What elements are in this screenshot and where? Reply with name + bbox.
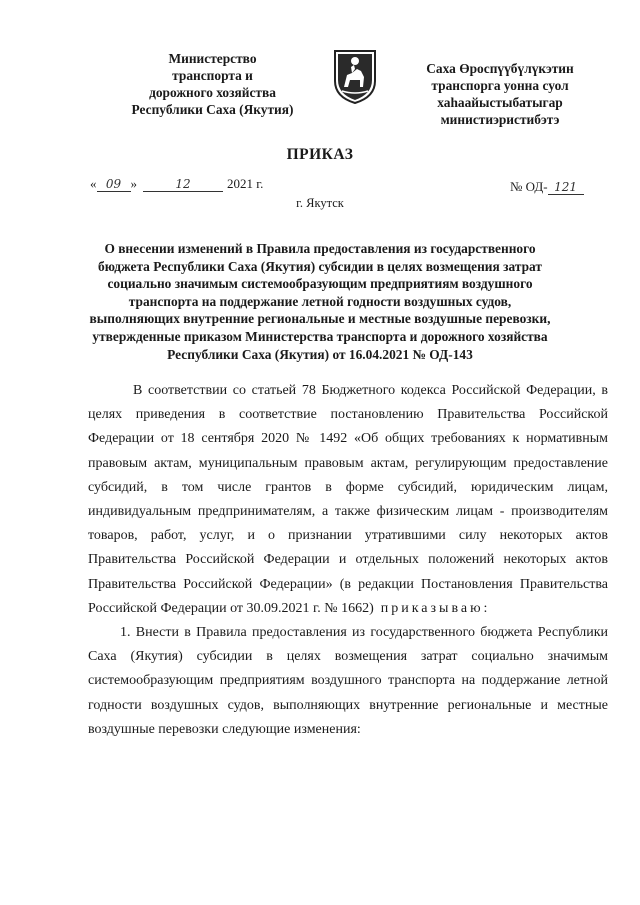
ministry-line: Республики Саха (Якутия): [131, 102, 294, 117]
body-paragraph: [88, 379, 608, 621]
date-year: 2021 г.: [227, 176, 264, 191]
order-date: [90, 176, 263, 192]
date-quote-open: «: [90, 176, 97, 191]
order-verb: приказываю:: [380, 600, 491, 616]
order-city: г. Якутск: [296, 196, 344, 210]
order-number: [510, 179, 584, 195]
ministry-name-russian: [100, 50, 325, 118]
document-body: [88, 379, 608, 742]
paragraph-text: В соответствии со статьей 78 Бюджетного кодекса Российской Федерации, в целях приведения в соответствие постановлению Правительства Российской Федерации от 18 сентября 2020 № 1492 «Об общих требованиях к нормативным правовым актам, муниципальным правовым актам, регулирующим предоставление субсидий, в том числе грантов в форме субсидий, юридическим лицам, индивидуальным предпринимателям, а также физическим лицам - производителям товаров, работ, услуг, и о признании утратившими силу некоторых актов Правительства Российской Федерации и отдельных положений некоторых актов Правительства Российской Федерации» (в редакции Постановления Правительства Российской Федерации от 30.09.2021 г. № 1662): [88, 383, 608, 616]
date-day-handwritten: 09: [97, 177, 131, 192]
ministry-line: Саха Өроспүүбүлүкэтин: [426, 61, 574, 76]
order-number-prefix: № ОД-: [510, 179, 548, 194]
date-month-handwritten: 12: [143, 177, 223, 192]
numbered-item: 1. Внести в Правила предоставления из государственного бюджета Республики Саха (Якутия) субсидии в целях возмещения затрат социально значимым системообразующим предприятиям воздушного транспорта на поддержание летной годности воздушных судов, выполняющих внутренние региональные и местные воздушные перевозки следующие изменения:: [88, 625, 608, 737]
order-number-handwritten: 121: [548, 180, 584, 195]
ministry-line: транспорта и: [172, 68, 253, 83]
order-title: ПРИКАЗ: [286, 146, 354, 163]
coat-of-arms-emblem: [330, 47, 380, 105]
document-heading: О внесении изменений в Правила предоставления из государственного бюджета Республики Саха (Якутия) субсидии в целях возмещения затрат социально значимым системообразующим предприятиям воздушного транспорта на поддержание летной годности воздушных судов, выполняющих внутренние региональные и местные воздушные перевозки, утвержденные приказом Министерства транспорта и дорожного хозяйства Республики Саха (Якутия) от 16.04.2021 № ОД-143: [89, 241, 551, 362]
ministry-line: министиэристибэтэ: [440, 112, 560, 127]
ministry-line: хаһаайыстыбатыгар: [437, 95, 563, 110]
ministry-line: дорожного хозяйства: [149, 85, 276, 100]
ministry-name-yakut: [400, 60, 600, 128]
ministry-line: Министерство: [168, 51, 257, 66]
ministry-line: транспорга уонна суол: [431, 78, 569, 93]
date-quote-close: »: [130, 176, 137, 191]
